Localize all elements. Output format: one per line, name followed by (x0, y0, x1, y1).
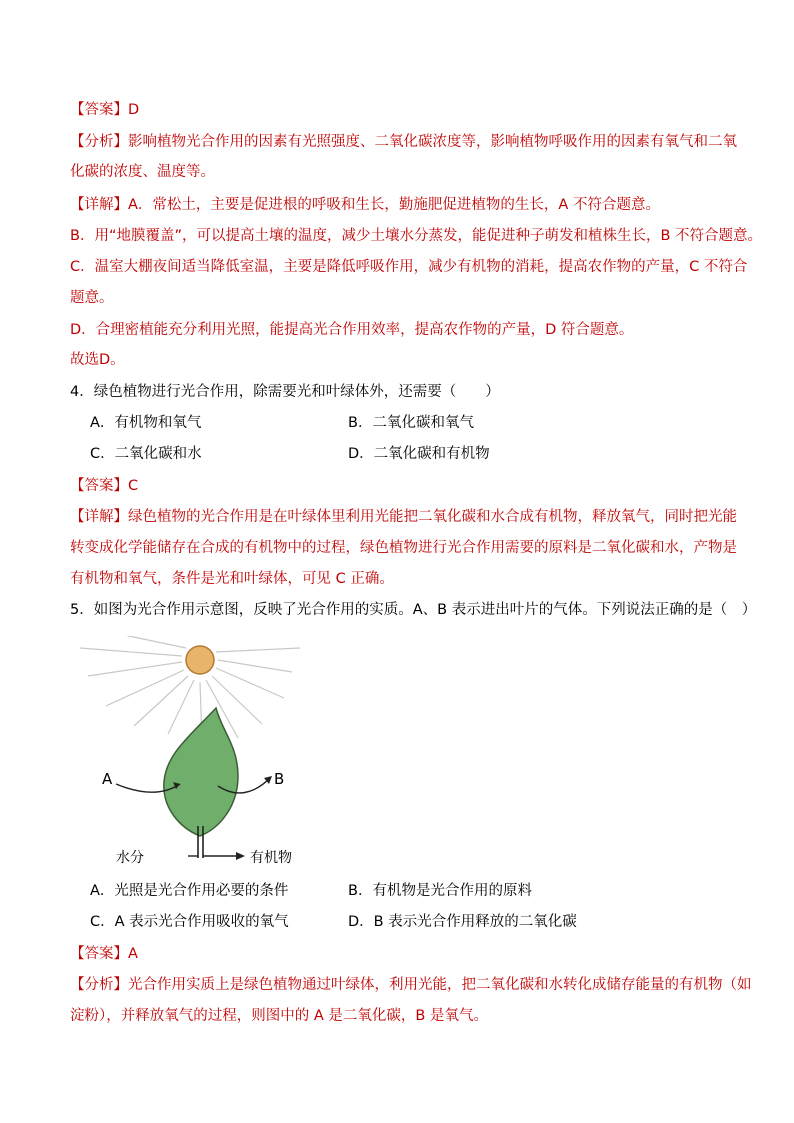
label-a: A (102, 770, 113, 788)
analysis-text: 影响植物光合作用的因素有光照强度、二氧化碳浓度等，影响植物呼吸作用的因素有氧气和二氧 (128, 134, 737, 150)
leaf-icon (164, 708, 238, 836)
q5-option-a: A．光照是光合作用必要的条件 (90, 883, 289, 899)
analysis-text: 光合作用实质上是绿色植物通过叶绿体，利用光能，把二氧化碳和水转化成储存能量的有机物（如 (128, 977, 752, 993)
q4-detail-line-3: 有机物和氧气，条件是光和叶绿体，可见 C 正确。 (70, 571, 394, 587)
detail-tag: 【详解】 (70, 509, 128, 525)
q3-detail-line-a (70, 195, 734, 215)
q5-stem: 5．如图为光合作用示意图，反映了光合作用的实质。A、B 表示进出叶片的气体。下列说法正确的是（ ） (70, 602, 757, 618)
q3-detail-line-b: B．用“地膜覆盖”，可以提高土壤的温度，减少土壤水分蒸发，能促进种子萌发和植株生长，B 不符合题意。 (70, 228, 763, 244)
organic-arrow-head (236, 852, 245, 860)
q5-option-d: D．B 表示光合作用释放的二氧化碳 (348, 914, 577, 930)
q5-option-b: B．有机物是光合作用的原料 (348, 883, 532, 899)
q5-analysis-line-2: 淀粉），并释放氧气的过程，则图中的 A 是二氧化碳，B 是氧气。 (70, 1008, 488, 1024)
q5-analysis-line-1 (70, 975, 752, 995)
q4-option-b: B．二氧化碳和氧气 (348, 415, 474, 431)
q3-analysis-line-2: 化碳的浓度、温度等。 (70, 164, 215, 180)
q4-option-c: C．二氧化碳和水 (90, 446, 202, 462)
q4-stem: 4．绿色植物进行光合作用，除需要光和叶绿体外，还需要（ ） (70, 384, 500, 400)
q4-answer-line (70, 476, 734, 496)
q3-detail-line-d: D．合理密植能充分利用光照，能提高光合作用效率，提高农作物的产量，D 符合题意。 (70, 322, 634, 338)
answer-value: A (128, 946, 138, 962)
label-b: B (274, 770, 285, 788)
photosynthesis-diagram (70, 636, 330, 874)
answer-tag: 【答案】 (70, 102, 128, 118)
q3-detail-line-c1: C．温室大棚夜间适当降低室温，主要是降低呼吸作用，减少有机物的消耗，提高农作物的产量，C 不符合 (70, 259, 748, 275)
analysis-tag: 【分析】 (70, 134, 128, 150)
answer-value: C (128, 478, 139, 494)
q5-answer-line (70, 944, 734, 964)
label-water: 水分 (116, 850, 144, 866)
q3-answer-line (70, 100, 734, 120)
sun-icon (186, 646, 214, 674)
q3-detail-line-c2: 题意。 (70, 290, 114, 306)
detail-tag: 【详解】 (70, 197, 128, 213)
q4-detail-line-2: 转变成化学能储存在合成的有机物中的过程，绿色植物进行光合作用需要的原料是二氧化碳和水，产物是 (70, 540, 737, 556)
answer-tag: 【答案】 (70, 946, 128, 962)
analysis-tag: 【分析】 (70, 977, 128, 993)
label-organic: 有机物 (250, 850, 292, 866)
q4-option-d: D．二氧化碳和有机物 (348, 446, 490, 462)
q3-analysis-line-1 (70, 132, 737, 152)
detail-text: 绿色植物的光合作用是在叶绿体里利用光能把二氧化碳和水合成有机物，释放氧气，同时把光能 (128, 509, 737, 525)
answer-tag: 【答案】 (70, 478, 128, 494)
q4-detail-line-1 (70, 507, 737, 527)
q3-conclusion: 故选D。 (70, 352, 125, 368)
q5-option-c: C．A 表示光合作用吸收的氧气 (90, 914, 289, 930)
detail-text: A．常松土，主要是促进根的呼吸和生长，勤施肥促进植物的生长，A 不符合题意。 (128, 197, 660, 213)
q4-option-a: A．有机物和氧气 (90, 415, 202, 431)
answer-value: D (128, 102, 140, 118)
